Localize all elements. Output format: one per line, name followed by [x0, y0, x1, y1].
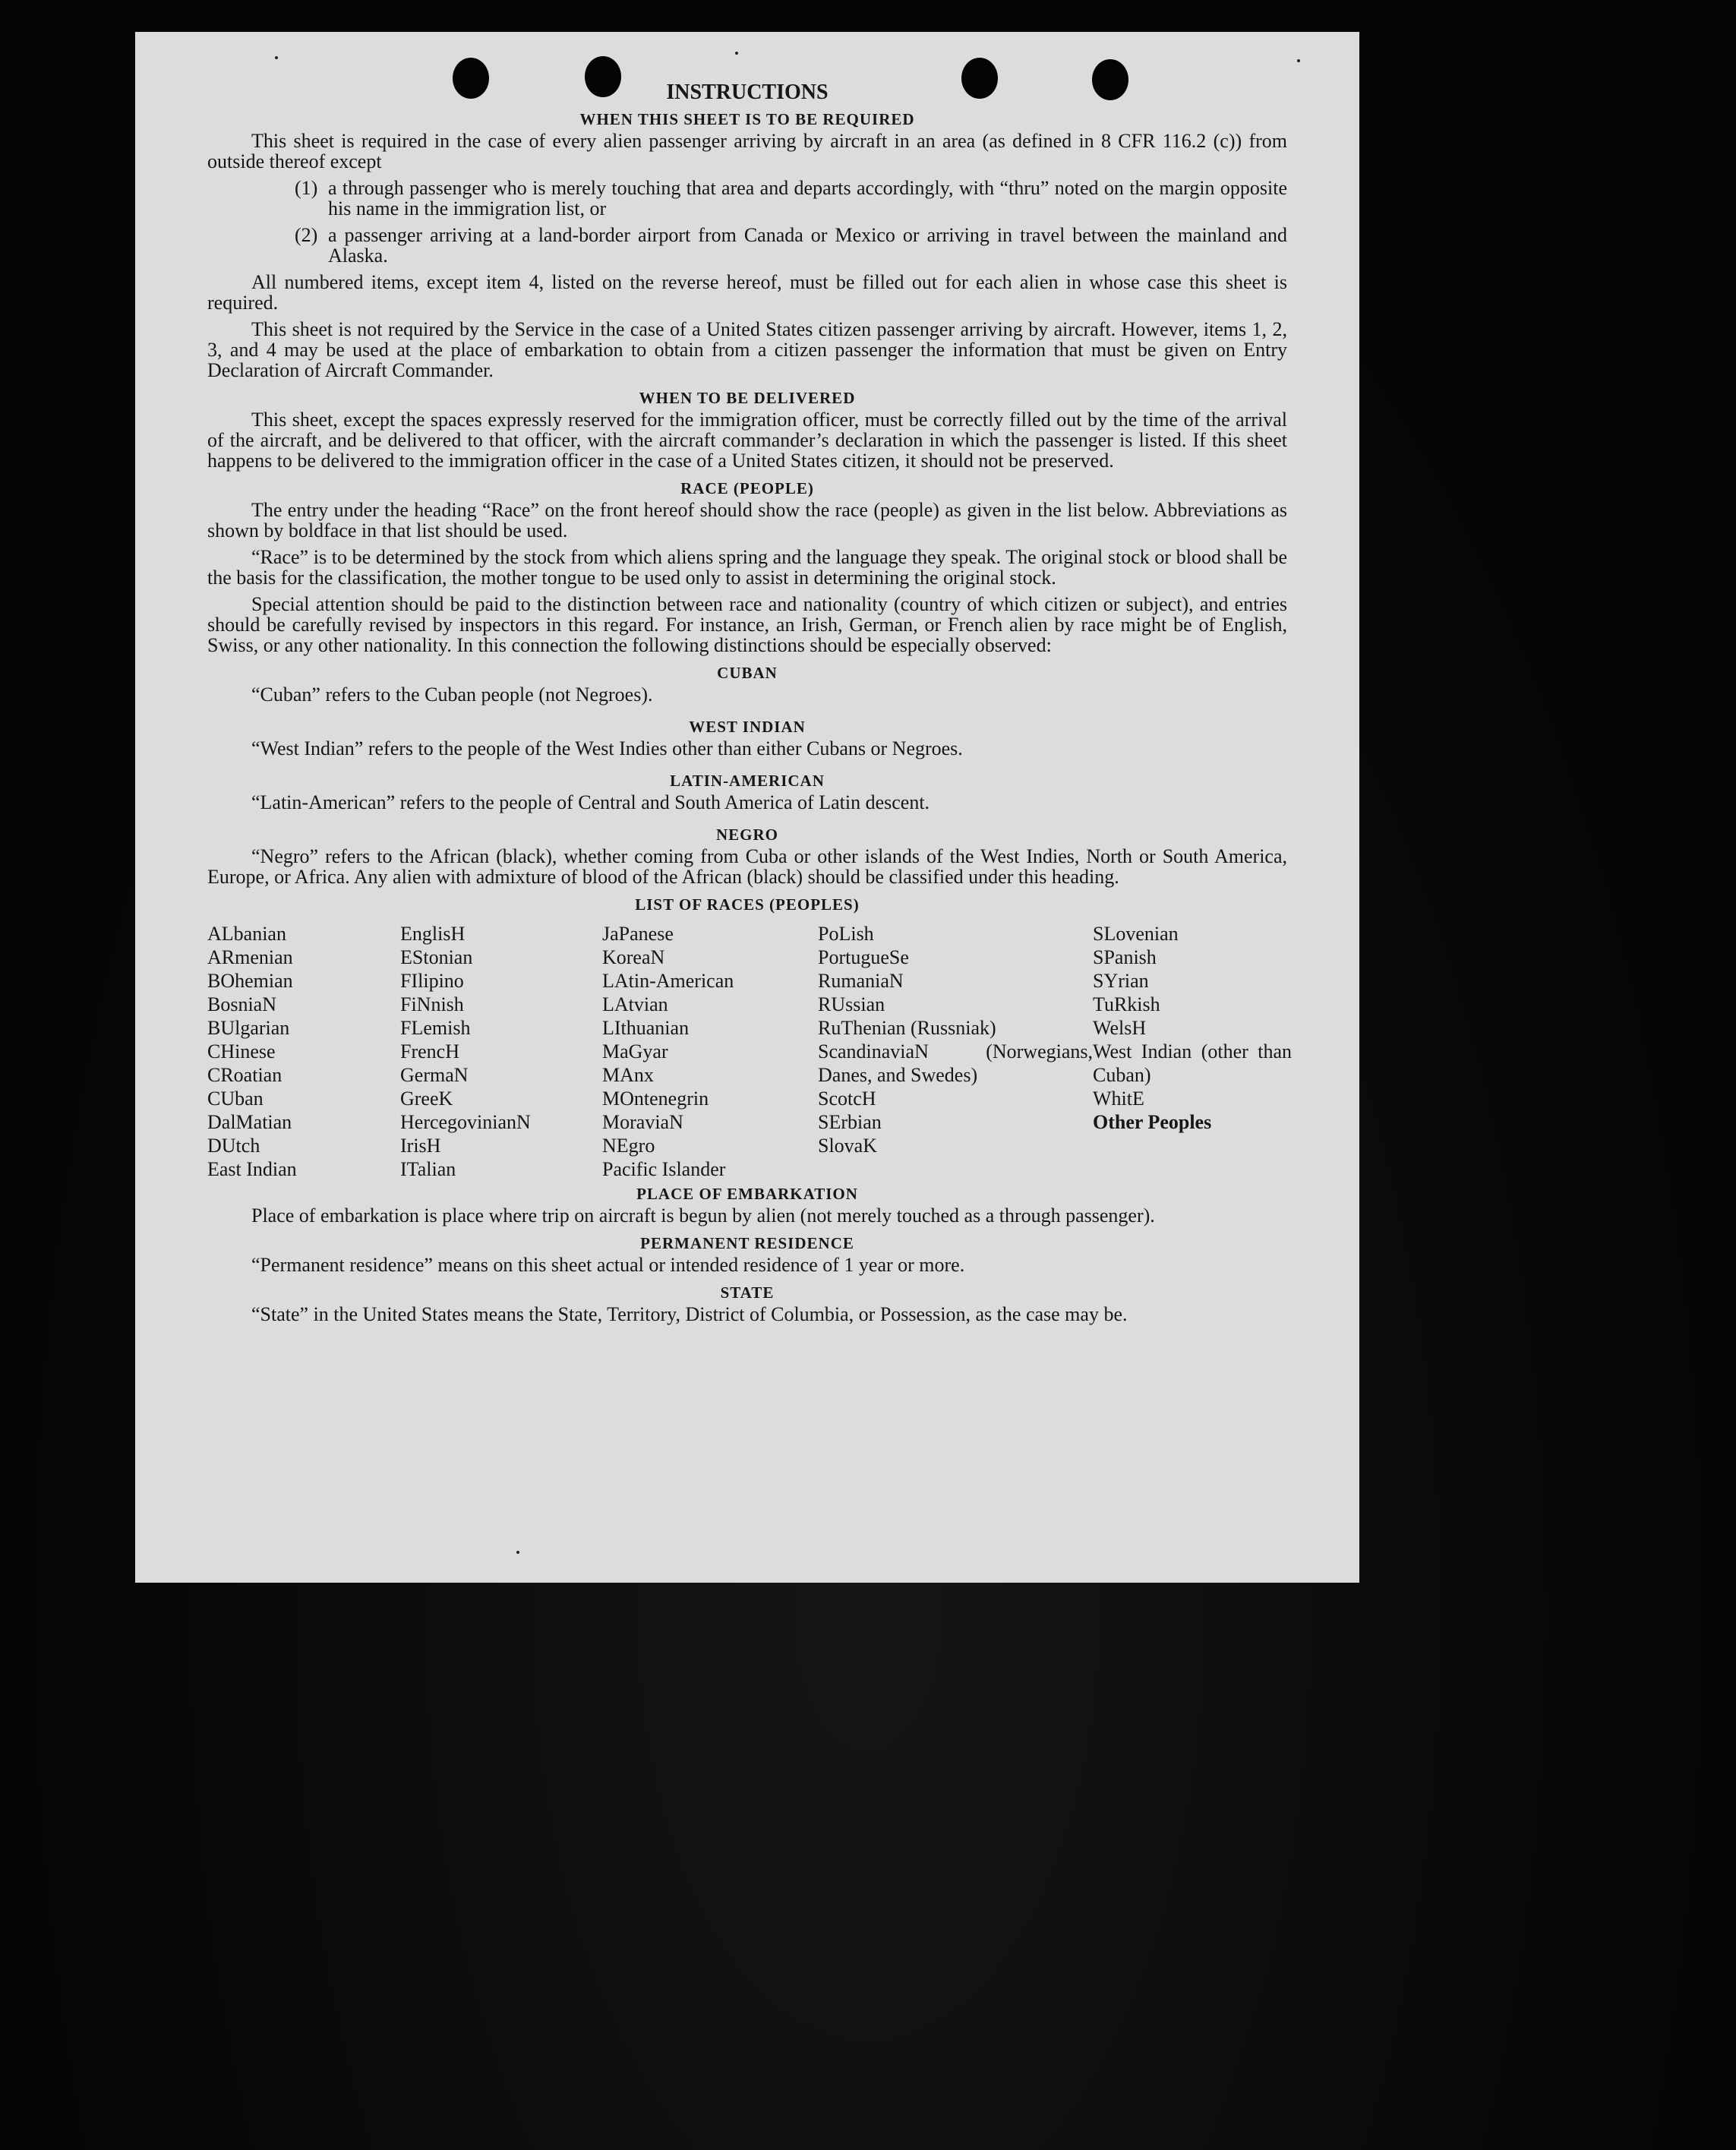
paragraph: “Latin-American” refers to the people of Central and South America of Latin descent. — [251, 791, 930, 813]
paragraph: This sheet is not required by the Service in the case of a United States citizen passenger arriving by aircraft. However, items 1, 2, 3, and 4 may be used at the place of embarkation to obtain from a citizen passenger the information that must be given on Entry Declaration of Aircraft Commander. — [207, 318, 1287, 381]
race-entry: LAtvian — [602, 993, 668, 1015]
speck — [275, 56, 278, 59]
paragraph: “Negro” refers to the African (black), whether coming from Cuba or other islands of the West Indies, North or South America, Europe, or Africa. Any alien with admixture of blood of the African (black) should be classified under this heading. — [207, 845, 1287, 888]
race-entry: LAtin-American — [602, 970, 734, 992]
race-entry: SPanish — [1093, 946, 1157, 968]
item-text: a through passenger who is merely touching that area and departs accordingly, with “thru” noted on the margin opposite his name in the immigration list, or — [328, 177, 1287, 219]
speck — [516, 1551, 519, 1554]
section-heading: LATIN-AMERICAN — [670, 772, 825, 790]
race-entry: Pacific Islander — [602, 1158, 726, 1180]
race-entry: DUtch — [207, 1135, 260, 1157]
race-entry: TuRkish — [1093, 993, 1160, 1015]
race-entry: ScotcH — [818, 1088, 876, 1110]
paragraph: This sheet, except the spaces expressly reserved for the immigration officer, must be correctly filled out by the time of the arrival of the aircraft, and be delivered to that officer, with the aircraft commander’s declaration in which the passenger is listed. If this sheet happens to be delivered to the immigration officer in the case of a United States citizen, it should not be preserved. — [207, 409, 1287, 472]
section-heading: PLACE OF EMBARKATION — [636, 1185, 858, 1203]
race-entry: RumaniaN — [818, 970, 904, 992]
race-entry: West Indian (other than Cuban) — [1093, 1040, 1292, 1086]
section-heading: WEST INDIAN — [689, 718, 806, 736]
paragraph: The entry under the heading “Race” on the front hereof should show the race (people) as given in the list below. Abbreviations as shown by boldface in that list should be used. — [207, 499, 1287, 541]
race-entry: MOntenegrin — [602, 1088, 709, 1110]
race-entry: LIthuanian — [602, 1017, 690, 1039]
race-list — [207, 922, 1292, 1181]
paragraph: Special attention should be paid to the distinction between race and nationality (country of which citizen or subject), and entries should be carefully revised by inspectors in this regard. For instance, an Irish, German, or French alien by race might be of English, Swiss, or any other nationality. In this connection the following distinctions should be especially observed: — [207, 593, 1287, 656]
race-entry: RUssian — [818, 993, 885, 1015]
race-entry: ScandinaviaN (Norwegians, Danes, and Swedes) — [818, 1040, 1093, 1086]
race-entry: Other Peoples — [1093, 1111, 1212, 1133]
race-entry: BosniaN — [207, 993, 276, 1015]
speck — [1297, 59, 1300, 62]
race-entry: JaPanese — [602, 923, 674, 945]
section-heading: WHEN THIS SHEET IS TO BE REQUIRED — [579, 110, 915, 128]
punch-hole — [453, 58, 489, 99]
race-entry: DalMatian — [207, 1111, 292, 1133]
race-entry: CRoatian — [207, 1064, 282, 1086]
race-entry: ARmenian — [207, 946, 293, 968]
race-entry: IrisH — [400, 1135, 441, 1157]
race-entry: FIlipino — [400, 970, 464, 992]
race-entry: PortugueSe — [818, 946, 909, 968]
section-heading: STATE — [720, 1283, 775, 1302]
race-entry: East Indian — [207, 1158, 297, 1180]
section-heading: LIST OF RACES (PEOPLES) — [635, 895, 860, 914]
race-entry: SlovaK — [818, 1135, 877, 1157]
race-entry: CUban — [207, 1088, 264, 1110]
race-entry: CHinese — [207, 1040, 276, 1062]
race-entry: BUlgarian — [207, 1017, 290, 1039]
race-entry: MaGyar — [602, 1040, 668, 1062]
race-entry: SLovenian — [1093, 923, 1179, 945]
paragraph: “Race” is to be determined by the stock from which aliens spring and the language they speak. The original stock or blood shall be the basis for the classification, the mother tongue to be used only to assist in determining the original stock. — [207, 546, 1287, 589]
race-entry: HercegovinianN — [400, 1111, 531, 1133]
race-entry: WhitE — [1093, 1088, 1144, 1110]
section-heading: CUBAN — [717, 664, 778, 682]
page-title: INSTRUCTIONS — [666, 81, 829, 104]
paragraph: “West Indian” refers to the people of the West Indies other than either Cubans or Negroes. — [251, 737, 963, 759]
race-entry: FrencH — [400, 1040, 459, 1062]
paragraph: “Cuban” refers to the Cuban people (not Negroes). — [251, 684, 653, 706]
section-heading: RACE (PEOPLE) — [680, 479, 814, 497]
speck — [735, 52, 738, 55]
race-entry: NEgro — [602, 1135, 655, 1157]
punch-hole — [585, 56, 621, 97]
race-entry: MoraviaN — [602, 1111, 683, 1133]
race-entry: FiNnish — [400, 993, 464, 1015]
race-entry: WelsH — [1093, 1017, 1147, 1039]
paragraph: All numbered items, except item 4, listed on the reverse hereof, must be filled out for each alien in whose case this sheet is required. — [207, 271, 1287, 314]
race-entry: KoreaN — [602, 946, 665, 968]
race-entry: GreeK — [400, 1088, 453, 1110]
race-entry: EStonian — [400, 946, 473, 968]
race-entry: ALbanian — [207, 923, 286, 945]
race-entry: EnglisH — [400, 923, 466, 945]
item-text: a passenger arriving at a land-border airport from Canada or Mexico or arriving in travel between the mainland and Alaska. — [328, 224, 1287, 267]
race-entry: PoLish — [818, 923, 874, 945]
item-number: (1) — [295, 177, 318, 199]
paragraph: Place of embarkation is place where trip on aircraft is begun by alien (not merely touched as a through passenger). — [251, 1204, 1155, 1227]
race-entry: SYrian — [1093, 970, 1149, 992]
race-column — [818, 922, 1093, 1181]
paragraph: This sheet is required in the case of every alien passenger arriving by aircraft in an area (as defined in 8 CFR 116.2 (c)) from outside thereof except — [207, 130, 1287, 172]
punch-hole — [1092, 59, 1128, 100]
race-entry: FLemish — [400, 1017, 471, 1039]
race-entry: BOhemian — [207, 970, 293, 992]
race-entry: SErbian — [818, 1111, 882, 1133]
race-column — [1093, 922, 1292, 1181]
race-column — [207, 922, 400, 1181]
paragraph: “State” in the United States means the State, Territory, District of Columbia, or Possession, as the case may be. — [251, 1303, 1128, 1325]
race-entry: RuThenian (Russniak) — [818, 1017, 996, 1039]
paragraph: “Permanent residence” means on this sheet actual or intended residence of 1 year or more. — [251, 1254, 965, 1276]
section-heading: NEGRO — [715, 826, 778, 844]
race-entry: GermaN — [400, 1064, 469, 1086]
race-entry: ITalian — [400, 1158, 456, 1180]
race-column — [602, 922, 818, 1181]
section-heading: PERMANENT RESIDENCE — [640, 1234, 854, 1252]
section-heading: WHEN TO BE DELIVERED — [639, 389, 856, 407]
race-entry: MAnx — [602, 1064, 654, 1086]
exception-item — [207, 178, 1287, 219]
punch-hole — [961, 58, 998, 99]
item-number: (2) — [295, 224, 318, 246]
instruction-sheet — [135, 32, 1359, 1583]
race-column — [400, 922, 602, 1181]
exception-item — [207, 225, 1287, 266]
